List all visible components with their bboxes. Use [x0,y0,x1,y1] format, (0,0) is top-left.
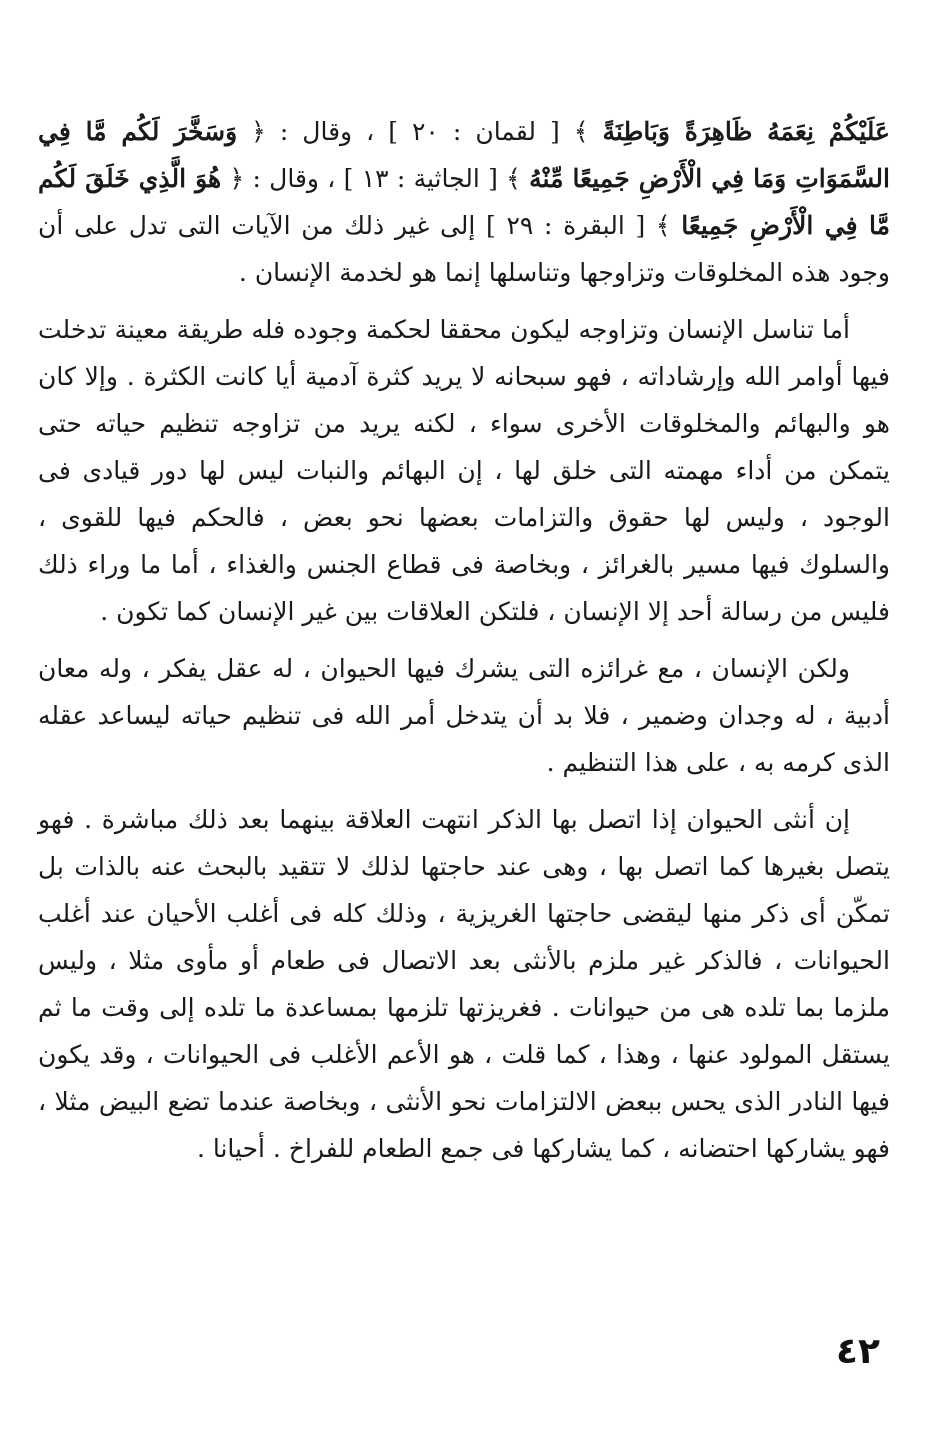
paragraph-1 [38,108,890,296]
body-sentence: أما تناسل الإنسان وتزاوجه ليكون محققا لحكمة وجوده فله طريقة معينة تدخلت فيها أوامر الله وإرشاداته ، فهو سبحانه لا يريد كثرة آدمية أيا كانت الكثرة . وإلا كان هو والبهائم والمخلوقات الأخرى سواء ، لكنه يريد من تزاوجه تنظيم حياته حتى يتمكن من أداء مهمته التى خلق لها ، إن البهائم والنبات ليس لها دور قيادى فى الوجود ، وليس لها حقوق والتزامات بعضها نحو بعض ، فالحكم فيها للقوى ، والسلوك فيها مسير بالغرائز ، وبخاصة فى قطاع الجنس والغذاء ، أما ما وراء ذلك فليس من رسالة أحد إلا الإنسان ، فلتكن العلاقات بين غير الإنسان كما تكون . [38,315,890,626]
body-sentence: إن أنثى الحيوان إذا اتصل بها الذكر انتهت العلاقة بينهما بعد ذلك مباشرة . فهو يتصل بغيرها كما اتصل بها ، وهى عند حاجتها لذلك لا تتقيد بالبحث عنه بالذات بل تمكّن أى ذكر منها ليقضى حاجتها الغريزية ، وذلك كله فى أغلب الأحيان عند أغلب الحيوانات ، فالذكر غير ملزم بالأنثى بعد الاتصال فى طعام أو مأوى مثلا ، وليس ملزما بما تلده هى من حيوانات . فغريزتها تلزمها بمساعدة ما تلده إلى وقت ما ثم يستقل المولود عنها ، وهذا ، كما قلت ، هو الأعم الأغلب فى الحيوانات ، وقد يكون فيها النادر الذى يحس ببعض الالتزامات نحو الأنثى ، وبخاصة عندما تضع البيض مثلا ، فهو يشاركها احتضانه ، كما يشاركها فى جمع الطعام للفراخ . أحيانا . [38,805,890,1163]
body-sentence: ولكن الإنسان ، مع غرائزه التى يشرك فيها الحيوان ، له عقل يفكر ، وله معان أدبية ، له وجدان وضمير ، فلا بد أن يتدخل أمر الله فى تنظيم حياته ليساعد عقله الذى كرمه به ، على هذا التنظيم . [38,654,890,777]
citation-text: ﴾ [ لقمان : ٢٠ ] ، وقال : ﴿ [237,117,603,146]
quran-verse: وَسَخَّرَ لَكُم مَّا فِي السَّمَوَاتِ وَمَا فِي الْأَرْضِ جَمِيعًا مِّنْهُ [38,117,890,193]
paragraph-3 [38,645,890,786]
body-sentence: ﴾ [ البقرة : ٢٩ ] إلى غير ذلك من الآيات التى تدل على أن وجود هذه المخلوقات وتزاوجها وتناسلها إنما هو لخدمة الإنسان . [38,211,890,287]
paragraph-2 [38,306,890,635]
body-text [38,108,890,1172]
page-number: ٤٢ [836,1331,880,1372]
quran-verse: عَلَيْكُمْ نِعَمَهُ ظَاهِرَةً وَبَاطِنَةً [602,117,890,146]
book-page [38,108,890,1408]
citation-text: ﴾ [ الجاثية : ١٣ ] ، وقال : ﴿ [221,164,530,193]
quran-verse: هُوَ الَّذِي خَلَقَ لَكُم مَّا فِي الْأَرْضِ جَمِيعًا [38,164,890,240]
paragraph-4 [38,796,890,1172]
